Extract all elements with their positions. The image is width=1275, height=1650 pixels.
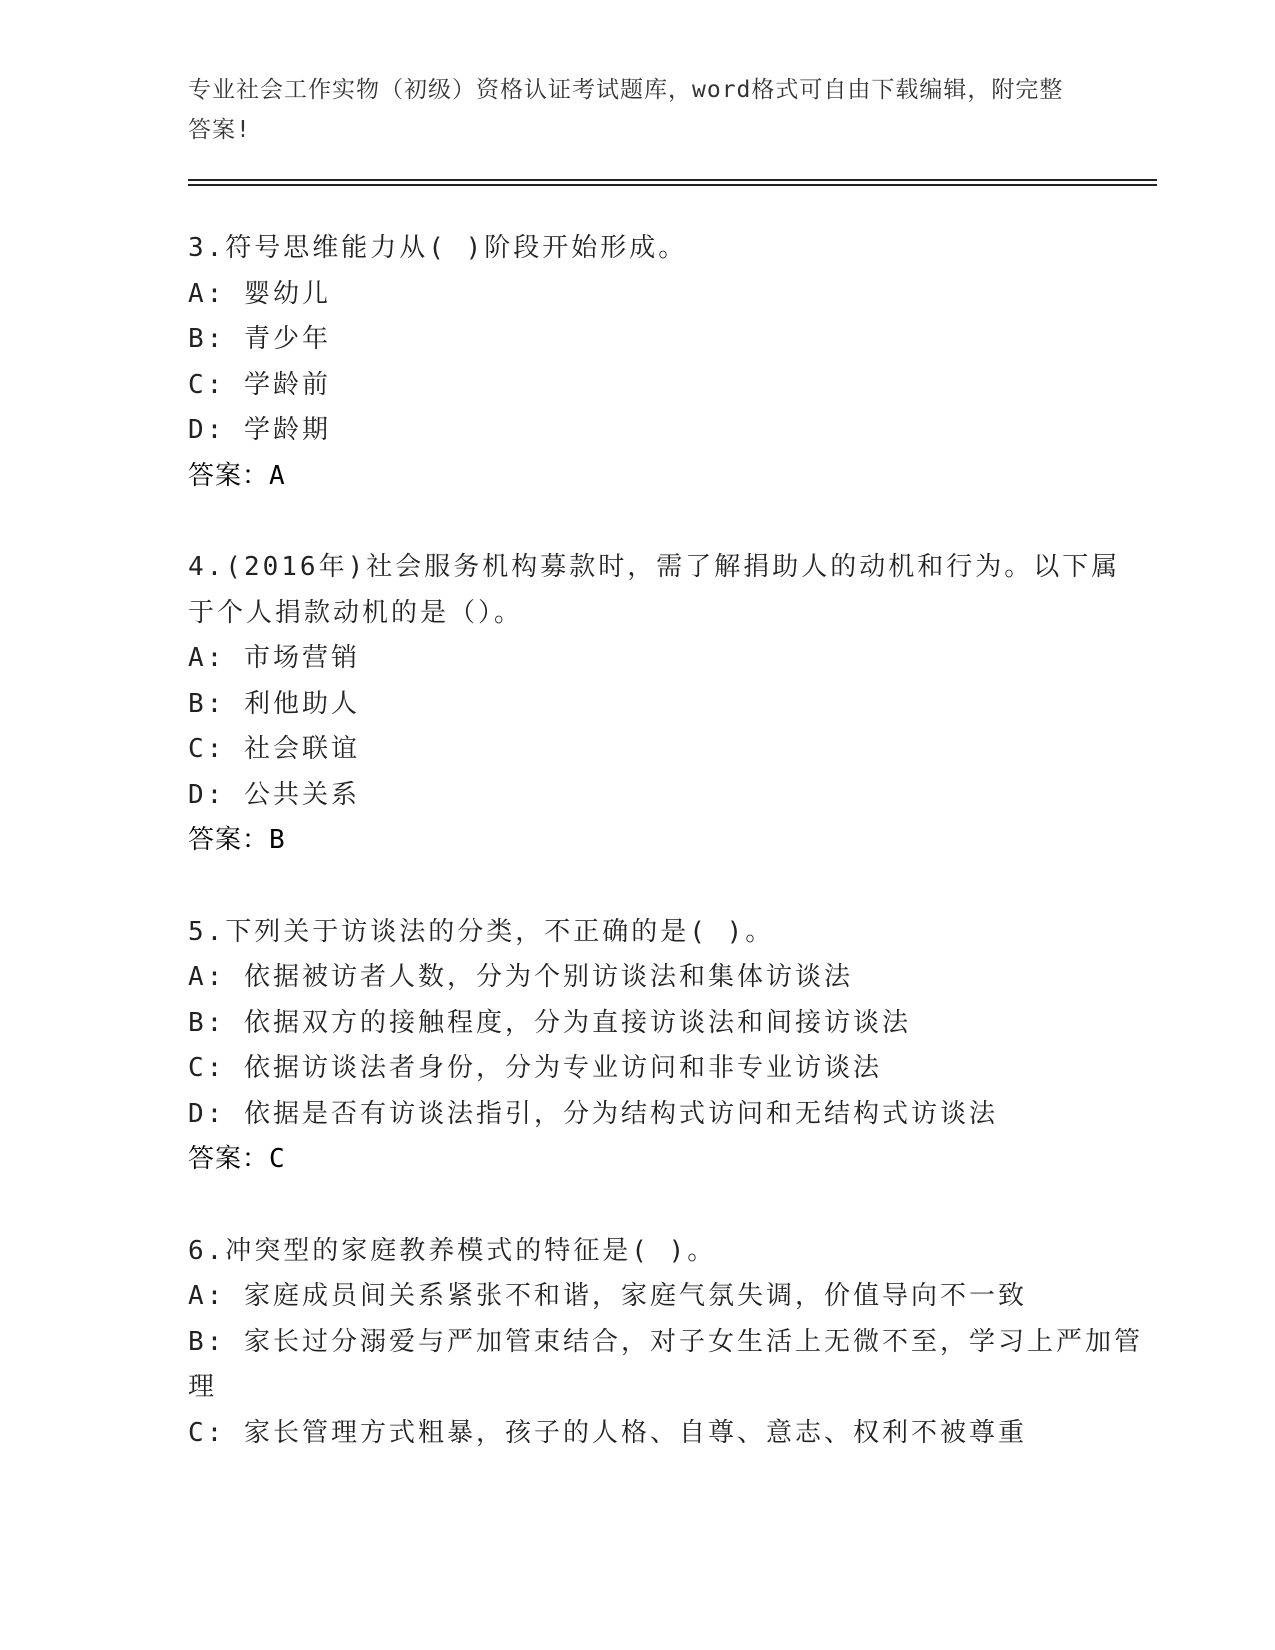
answer-label: 答案： [188,1144,270,1174]
question-5 [188,910,1148,1183]
answer-label: 答案： [188,825,270,855]
answer-value: C [269,1144,286,1174]
question-4 [188,545,1148,864]
option-c: C: 社会联谊 [188,734,360,764]
option-d: D: 依据是否有访谈法指引，分为结构式访问和无结构式访谈法 [188,1098,998,1129]
answer-value: A [269,460,286,491]
question-text: 5.下列关于访谈法的分类，不正确的是( )。 [188,916,775,947]
question-6 [188,1229,1148,1457]
question-text: 6.冲突型的家庭教养模式的特征是( )。 [188,1235,717,1266]
document-header [188,70,1078,150]
answer-line [188,454,1148,500]
answer-label: 答案： [188,460,270,491]
question-text: 4.(2016年)社会服务机构募款时，需了解捐助人的动机和行为。以下属于个人捐款动机的是（）。 [188,552,1121,628]
header-divider-bottom [188,184,1157,186]
option-b: B: 青少年 [188,324,331,354]
option-d: D: 学龄期 [188,415,331,445]
option-a: A: 家庭成员间关系紧张不和谐，家庭气氛失调，价值导向不一致 [188,1281,1027,1311]
option-c: C: 学龄前 [188,369,331,400]
option-b: B: 家长过分溺爱与严加管束结合，对子女生活上无微不至，学习上严加管理 [188,1326,1143,1402]
option-b: B: 利他助人 [188,688,360,719]
option-d: D: 公共关系 [188,779,360,810]
option-b: B: 依据双方的接触程度，分为直接访谈法和间接访谈法 [188,1007,911,1038]
option-a: A: 市场营销 [188,643,360,673]
question-list [188,226,1148,1502]
question-text: 3.符号思维能力从( )阶段开始形成。 [188,233,688,263]
option-a: A: 婴幼儿 [188,278,331,309]
question-3 [188,226,1148,499]
header-title: 专业社会工作实物（初级）资格认证考试题库，word格式可自由下载编辑，附完整答案! [188,77,1064,143]
option-a: A: 依据被访者人数，分为个别访谈法和集体访谈法 [188,962,853,992]
option-c: C: 家长管理方式粗暴，孩子的人格、自尊、意志、权利不被尊重 [188,1417,1027,1448]
option-c: C: 依据访谈法者身份，分为专业访问和非专业访谈法 [188,1053,882,1083]
header-divider-top [188,179,1157,181]
answer-line [188,1137,1148,1183]
answer-line [188,818,1148,864]
answer-value: B [269,825,286,855]
